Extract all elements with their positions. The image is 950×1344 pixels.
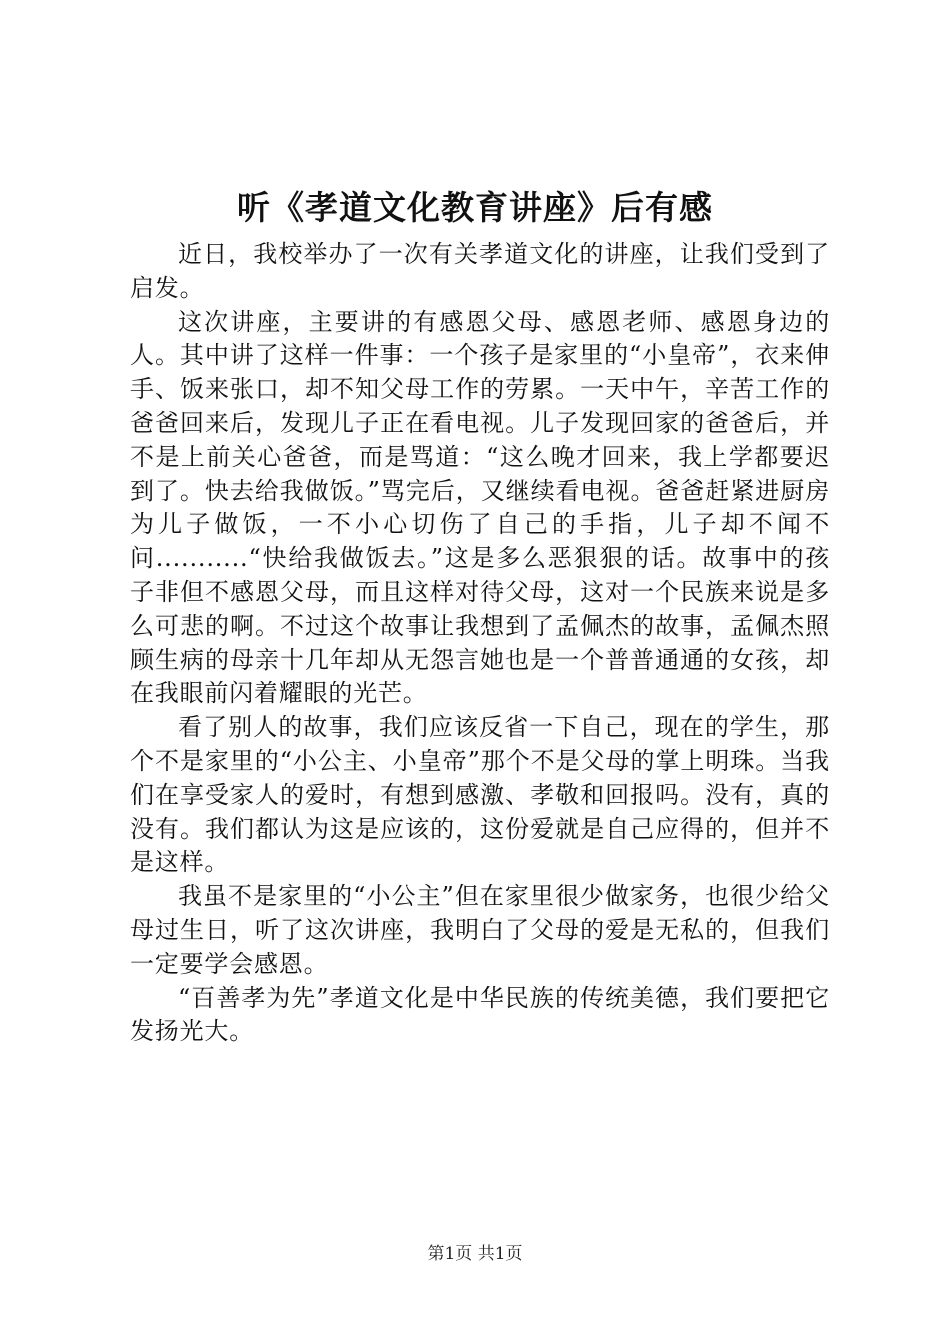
paragraph-4: 我虽不是家里的“小公主”但在家里很少做家务，也很少给父母过生日，听了这次讲座，我明白了父母的爱是无私的，但我们一定要学会感恩。: [130, 882, 830, 978]
document-title: 听《孝道文化教育讲座》后有感: [237, 188, 713, 227]
page-number-footer: 第1页 共1页: [427, 1244, 523, 1264]
paragraph-3: 看了别人的故事，我们应该反省一下自己，现在的学生，那个不是家里的“小公主、小皇帝”那个不是父母的掌上明珠。当我们在享受家人的爱时，有想到感激、孝敬和回报吗。没有，真的没有。我们都认为这是应该的，这份爱就是自己应得的，但并不是这样。: [130, 713, 830, 877]
document-body: [130, 238, 830, 1049]
paragraph-5: “百善孝为先”孝道文化是中华民族的传统美德，我们要把它发扬光大。: [130, 983, 830, 1046]
paragraph-1: 近日，我校举办了一次有关孝道文化的讲座，让我们受到了启发。: [130, 240, 830, 302]
paragraph-2: 这次讲座，主要讲的有感恩父母、感恩老师、感恩身边的人。其中讲了这样一件事：一个孩子是家里的“小皇帝”，衣来伸手、饭来张口，却不知父母工作的劳累。一天中午，辛苦工作的爸爸回来后，发现儿子正在看电视。儿子发现回家的爸爸后，并不是上前关心爸爸，而是骂道：“这么晚才回来，我上学都要迟到了。快去给我做饭。”骂完后，又继续看电视。爸爸赶紧进厨房为儿子做饭，一不小心切伤了自己的手指，儿子却不闻不问...........“快给我做饭去。”这是多么恶狠狠的话。故事中的孩子非但不感恩父母，而且这样对待父母，这对一个民族来说是多么可悲的啊。不过这个故事让我想到了孟佩杰的故事，孟佩杰照顾生病的母亲十几年却从无怨言她也是一个普普通通的女孩，却在我眼前闪着耀眼的光芒。: [130, 307, 830, 708]
